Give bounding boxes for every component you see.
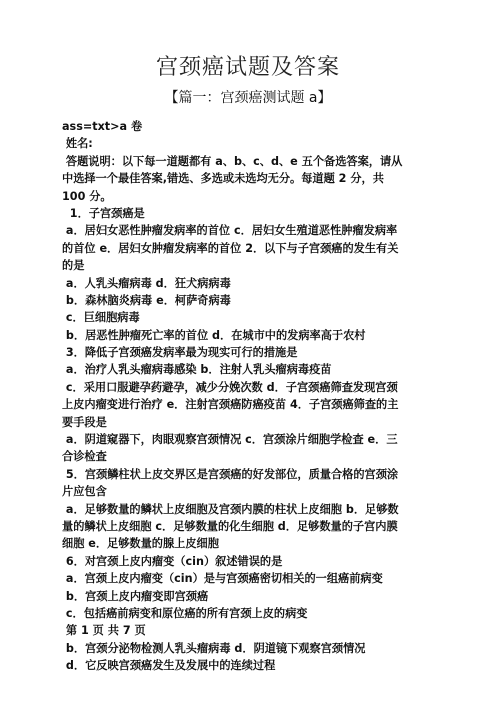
text-line: 要手段是 <box>62 415 107 429</box>
text-line: a．治疗人乳头瘤病毒感染 b．注射人乳头瘤病毒疫苗 <box>62 363 332 377</box>
text-line: a．居妇女恶性肿瘤发病率的首位 c．居妇女生殖道恶性肿瘤发病率 <box>62 224 398 238</box>
text-line: b．居恶性肿瘤死亡率的首位 d．在城市中的发病率高于农村 <box>62 328 366 342</box>
text-line: 细胞 e．足够数量的腺上皮细胞 <box>62 537 219 551</box>
text-line: d．它反映宫颈癌发生及发展中的连续过程 <box>62 659 276 673</box>
text-line: 中选择一个最佳答案,错选、多选或未选均无分。每道题 2 分，共 <box>62 172 384 186</box>
text-line: a．阴道窥器下，肉眼观察宫颈情况 c．宫颈涂片细胞学检查 e．三 <box>62 433 398 447</box>
text-line: 3．降低子宫颈癌发病率最为现实可行的措施是 <box>62 346 298 360</box>
text-line: 答题说明：以下每一道题都有 a、b、c、d、e 五个备选答案，请从 <box>62 154 403 168</box>
text-line: 合诊检查 <box>62 450 107 464</box>
document-subtitle: 【篇一：宫颈癌测试题 a】 <box>164 90 332 106</box>
text-line: 1．子宫颈癌是 <box>62 206 145 220</box>
text-line: b．宫颈上皮内瘤变即宫颈癌 <box>62 589 209 603</box>
text-line: a．人乳头瘤病毒 d．狂犬病病毒 <box>62 276 231 290</box>
text-line: c．包括癌前病变和原位癌的所有宫颈上皮的病变 <box>62 606 308 620</box>
document-title: 宫颈癌试题及答案 <box>155 55 340 80</box>
text-line: b．森林脑炎病毒 e．柯萨奇病毒 <box>62 293 231 307</box>
text-line: 第 1 页 共 7 页 <box>62 624 146 638</box>
text-line: c．巨细胞病毒 <box>62 311 140 325</box>
text-line: 100 分。 <box>62 189 112 203</box>
text-line: 5．宫颈鳞柱状上皮交界区是宫颈癌的好发部位，质量合格的宫颈涂 <box>62 467 399 481</box>
text-line: ass=txt>a 卷 <box>62 120 143 133</box>
text-line: a．宫颈上皮内瘤变（cin）是与宫颈癌密切相关的一组癌前病变 <box>62 572 383 586</box>
text-line: 的首位 e．居妇女肿瘤发病率的首位 2．以下与子宫颈癌的发生有关 <box>62 241 399 255</box>
text-line: 姓名: <box>62 137 93 151</box>
text-line: c．采用口服避孕药避孕，减少分娩次数 d．子宫颈癌筛查发现宫颈 <box>62 380 398 394</box>
text-line: 量的鳞状上皮细胞 c．足够数量的化生细胞 d．足够数量的子宫内膜 <box>62 519 398 533</box>
text-line: 片应包含 <box>62 485 107 499</box>
text-line: a．足够数量的鳞状上皮细胞及宫颈内膜的柱状上皮细胞 b．足够数 <box>62 502 399 516</box>
text-line: b．宫颈分泌物检测人乳头瘤病毒 d．阴道镜下观察宫颈情况 <box>62 641 366 655</box>
text-line: 的是 <box>62 259 85 273</box>
document-body <box>62 118 442 675</box>
text-line: 6．对宫颈上皮内瘤变（cin）叙述错误的是 <box>62 554 283 568</box>
text-line: 上皮内瘤变进行治疗 e．注射宫颈癌防癌疫苗 4．子宫颈癌筛查的主 <box>62 398 399 412</box>
